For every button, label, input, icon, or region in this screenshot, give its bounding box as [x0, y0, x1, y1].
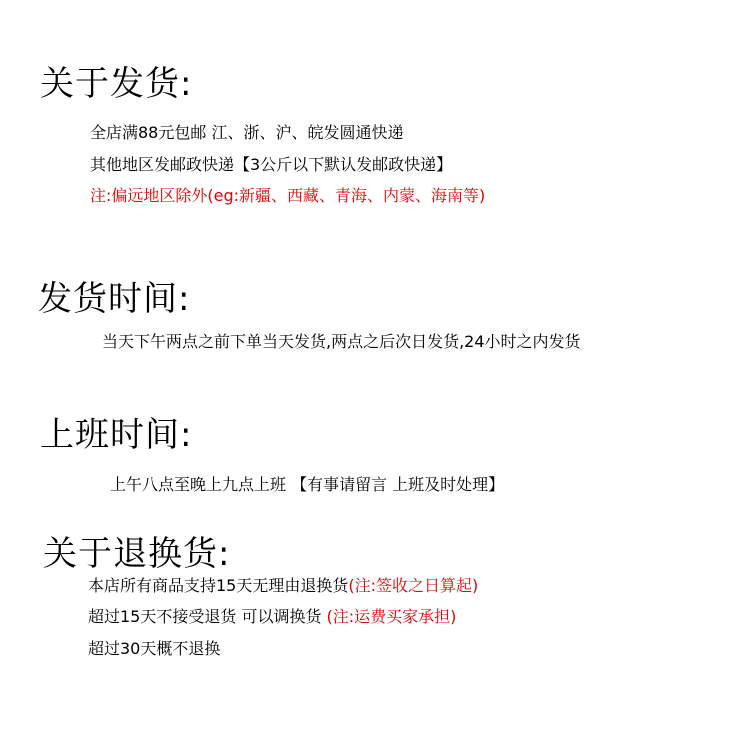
remote-area-note: 注:偏远地区除外(eg:新疆、西藏、青海、内蒙、海南等)	[90, 186, 486, 205]
exchange-policy-line	[88, 606, 456, 628]
shipping-time-text: 当天下午两点之前下单当天发货,两点之后次日发货,24小时之内发货	[102, 332, 581, 351]
returns-section-title: 关于退换货:	[43, 534, 231, 574]
exchange-shipping-note: (注:运费买家承担)	[326, 607, 457, 626]
free-shipping-text: 全店满88元包邮 江、浙、沪、皖发圆通快递	[90, 123, 404, 142]
returns-policy-text: 本店所有商品支持15天无理由退换货	[88, 576, 349, 595]
work-hours-text: 上午八点至晚上九点上班 【有事请留言 上班及时处理】	[110, 475, 505, 494]
shipping-section-title: 关于发货:	[40, 64, 193, 104]
postal-shipping-text: 其他地区发邮政快递【3公斤以下默认发邮政快递】	[90, 155, 453, 174]
returns-policy-note: (注:签收之日算起)	[348, 576, 479, 595]
returns-policy-line	[88, 575, 478, 597]
exchange-policy-text: 超过15天不接受退货 可以调换货	[88, 607, 327, 626]
no-return-after-30-days-text: 超过30天概不退换	[88, 639, 221, 658]
shipping-time-title: 发货时间:	[38, 279, 191, 319]
work-hours-title: 上班时间:	[40, 415, 193, 455]
